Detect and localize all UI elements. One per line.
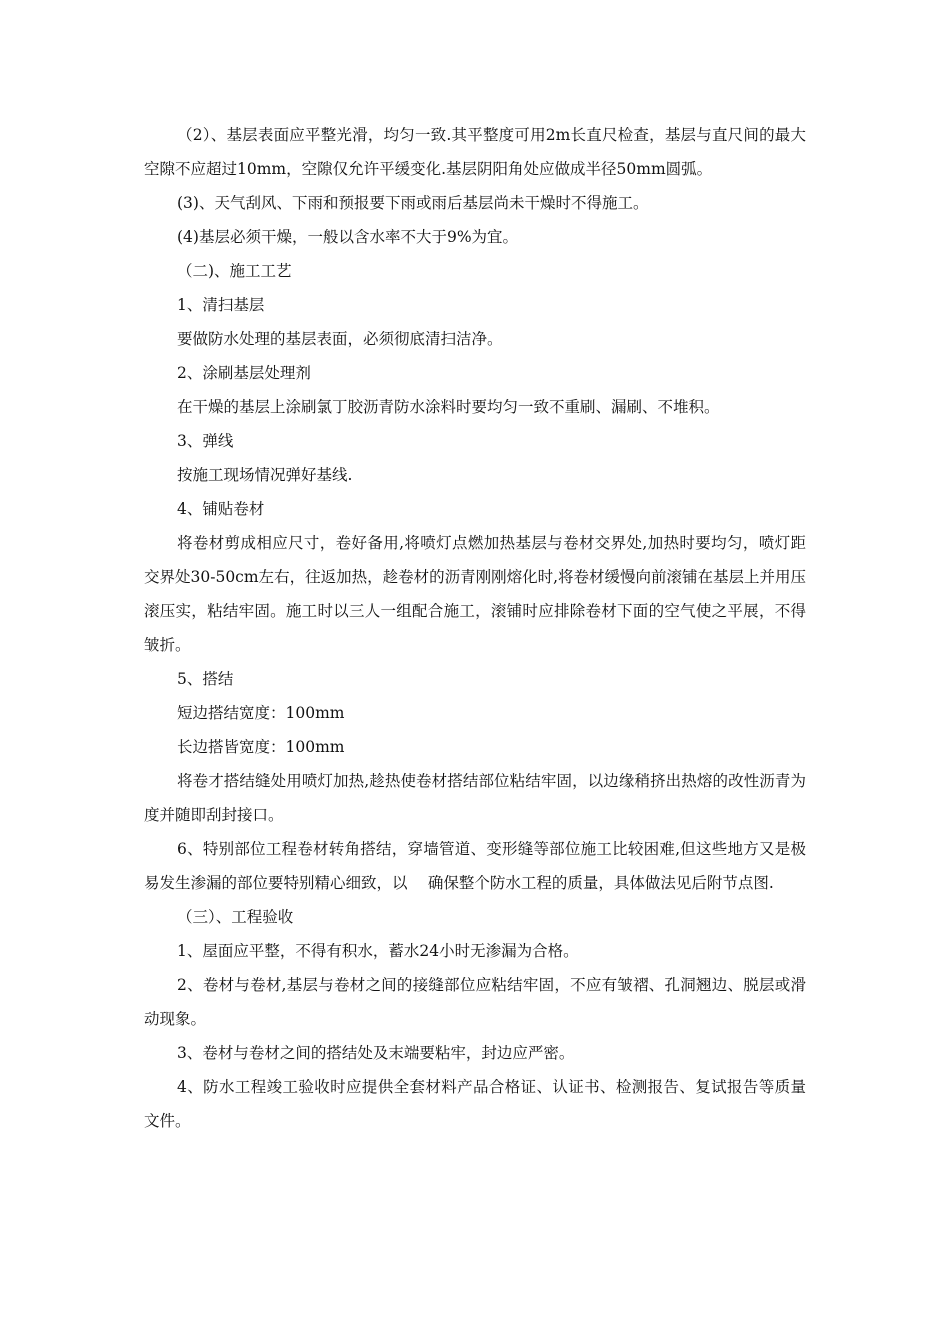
paragraph-base-surface: （2）、基层表面应平整光滑，均匀一致.其平整度可用2m长直尺检查，基层与直尺间的最大空隙不应超过10mm，空隙仅允许平缓变化.基层阴阳角处应做成半径50mm圆弧。 [144, 126, 806, 178]
step-heading-clean: 1、清扫基层 [177, 296, 265, 314]
paragraph-overlap-seal: 将卷才搭结缝处用喷灯加热,趁热使卷材搭结部位粘结牢固，以边缘稍挤出热熔的改性沥青为度并随即刮封接口。 [144, 772, 806, 824]
document-body [144, 118, 806, 1138]
paragraph-clean: 要做防水处理的基层表面，必须彻底清扫洁净。 [177, 330, 503, 348]
paragraph-long-edge: 长边搭皆宽度：100mm [177, 738, 345, 756]
paragraph-special-parts: 6、特别部位工程卷材转角搭结，穿墙管道、变形缝等部位施工比较困难,但这些地方又是极易发生渗漏的部位要特别精心细致，以 确保整个防水工程的质量，具体做法见后附节点图. [144, 840, 806, 892]
paragraph-acceptance-4: 4、防水工程竣工验收时应提供全套材料产品合格证、认证书、检测报告、复试报告等质量文件。 [144, 1078, 806, 1130]
paragraph-chalk-line: 按施工现场情况弹好基线. [177, 466, 353, 484]
step-heading-overlap: 5、搭结 [177, 670, 234, 688]
paragraph-dryness: (4)基层必须干燥，一般以含水率不大于9%为宜。 [177, 228, 519, 246]
step-heading-primer: 2、涂刷基层处理剂 [177, 364, 311, 382]
paragraph-weather: (3)、天气刮风、下雨和预报要下雨或雨后基层尚未干燥时不得施工。 [177, 194, 649, 212]
step-heading-laying: 4、铺贴卷材 [177, 500, 265, 518]
paragraph-acceptance-3: 3、卷材与卷材之间的搭结处及末端要粘牢，封边应严密。 [177, 1044, 575, 1062]
step-heading-chalk-line: 3、弹线 [177, 432, 234, 450]
section-heading-acceptance: （三）、工程验收 [177, 908, 294, 926]
paragraph-short-edge: 短边搭结宽度：100mm [177, 704, 345, 722]
paragraph-acceptance-2: 2、卷材与卷材,基层与卷材之间的接缝部位应粘结牢固，不应有皱褶、孔洞翘边、脱层或滑动现象。 [144, 976, 806, 1028]
section-heading-process: （二)、施工工艺 [177, 262, 292, 280]
paragraph-laying: 将卷材剪成相应尺寸，卷好备用,将喷灯点燃加热基层与卷材交界处,加热时要均匀，喷灯距交界处30-50cm左右，往返加热，趁卷材的沥青刚刚熔化时,将卷材缓慢向前滚铺在基层上并用压滚压实，粘结牢固。施工时以三人一组配合施工，滚铺时应排除卷材下面的空气使之平展，不得皱折。 [144, 534, 806, 654]
paragraph-acceptance-1: 1、屋面应平整，不得有积水，蓄水24小时无渗漏为合格。 [177, 942, 579, 960]
paragraph-primer: 在干燥的基层上涂刷氯丁胶沥青防水涂料时要均匀一致不重刷、漏刷、不堆积。 [177, 398, 720, 416]
